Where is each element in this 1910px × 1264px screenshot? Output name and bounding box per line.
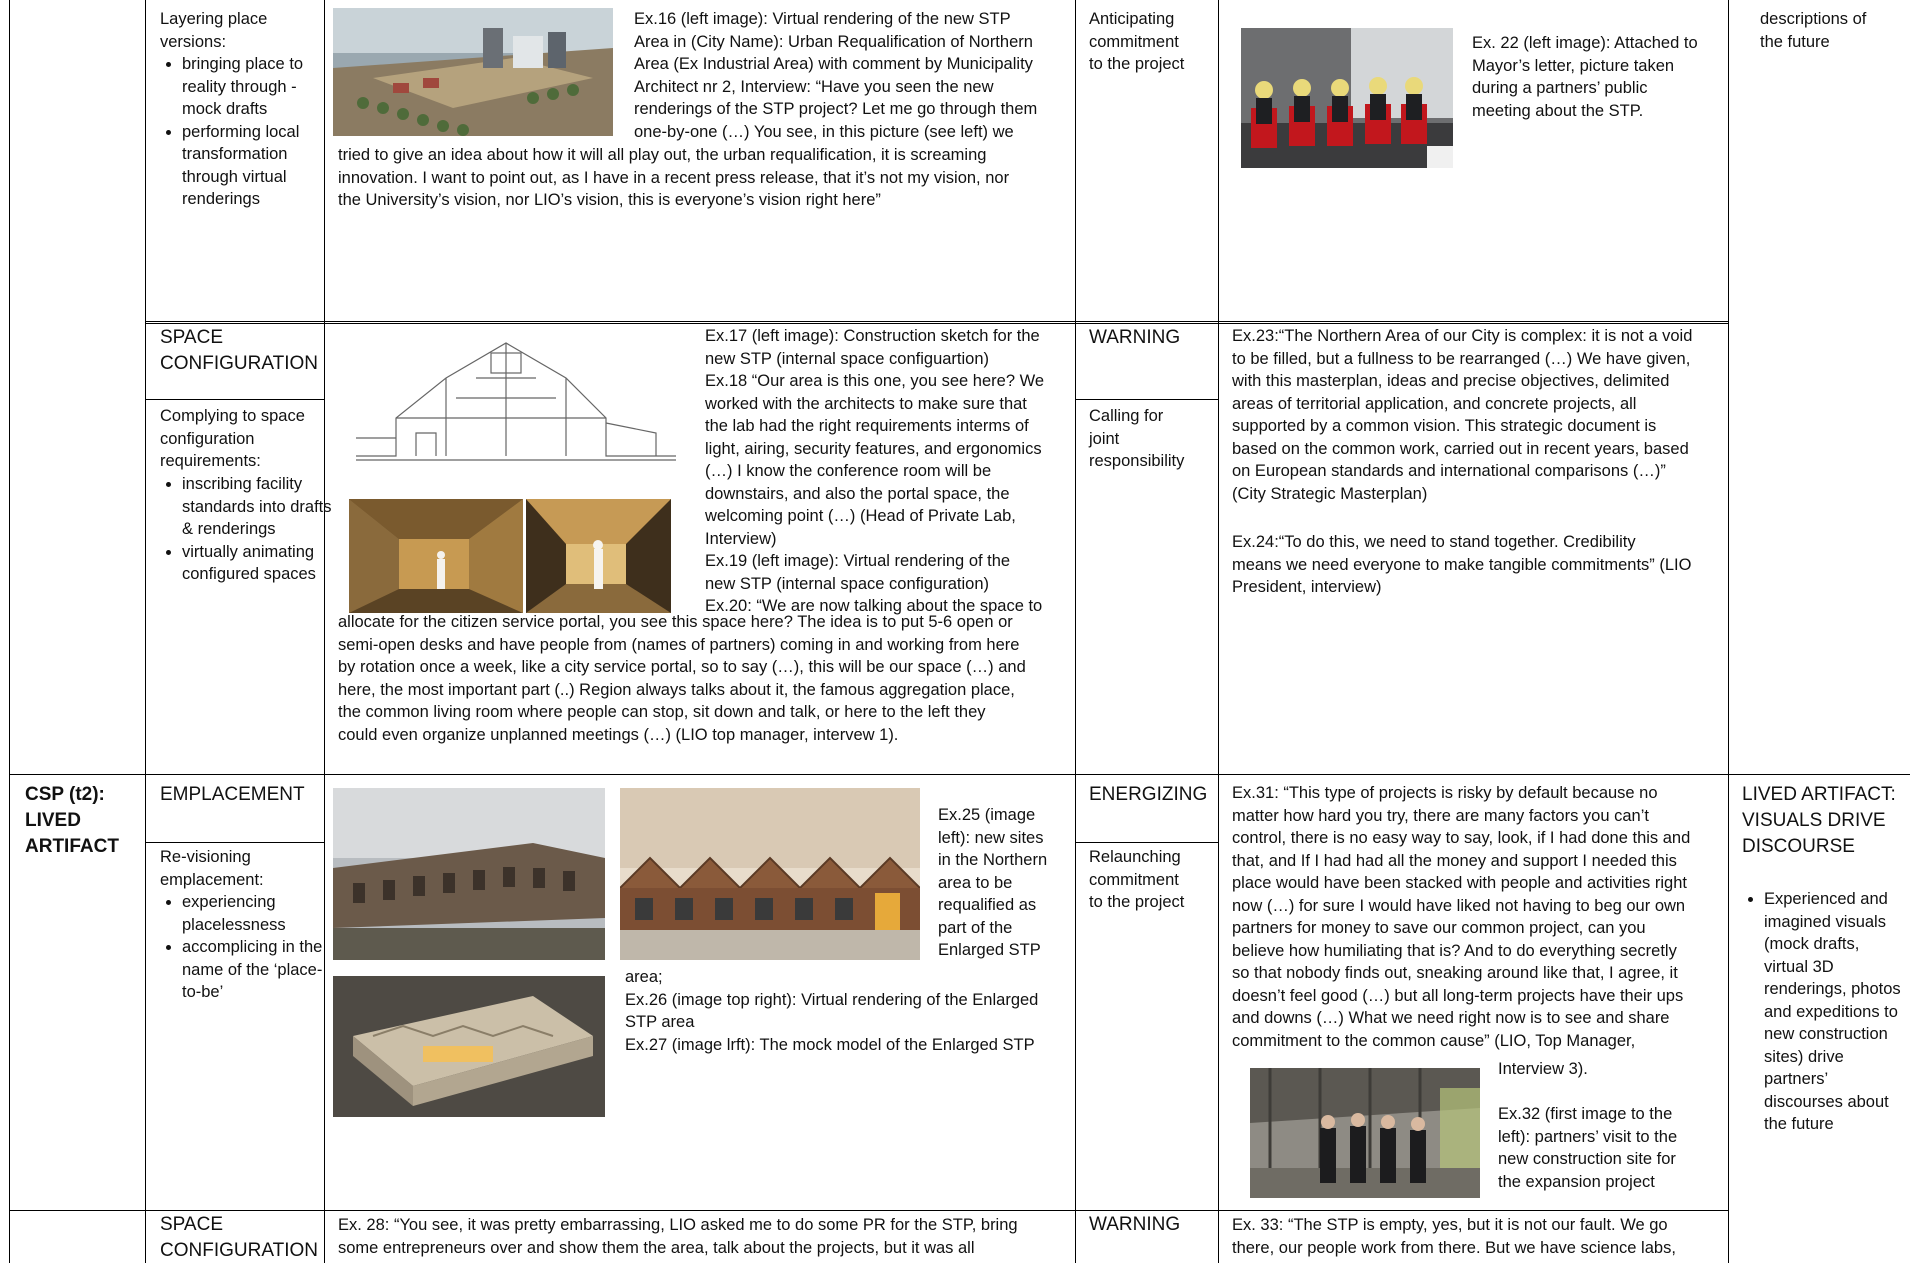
row2-space-configuration-header: SPACE CONFIGURATION (160, 327, 318, 374)
v-line-3 (1075, 0, 1076, 1263)
ex20-continuation: allocate for the citizen service portal, you see this space here? The idea is to put 5-6 open or semi-open desks and have people from (names of partners) coming in and working from here by rotation once a week, like a city service portal, so to say (…), this will be our space (…) and here, the most important part (..) Region always talks about it, the famous aggregation place, the common living room where people can stop, sit down and talk, or here to the left they could even organize unplanned meetings (…) (LIO top manager, intervew 1). (338, 613, 1026, 744)
internal-rendering-image-2 (526, 499, 671, 613)
ex32-caption: Ex.32 (first image to the left): partners’ visit to the new construction site for the expansion project (1498, 1105, 1678, 1191)
enlarged-stp-rendering-image (620, 788, 920, 960)
row1-col2-bullets (160, 53, 332, 211)
row2-warning-header: WARNING (1089, 327, 1181, 348)
row3-energizing-header: ENERGIZING (1089, 784, 1208, 805)
ex25-27-continuation: area; Ex.26 (image top right): Virtual rendering of the Enlarged STP area Ex.27 (image lrft): The mock model of the Enlarged STP (625, 968, 1039, 1054)
row3-col4-sub: Relaunching commitment to the project (1089, 848, 1185, 911)
v-line-4 (1218, 0, 1219, 1263)
ex17-20-text: Ex.17 (left image): Construction sketch for the new STP (internal space configuartion) Ex.18 “Our area is this one, you see here? We worked with the architects to make sure that the lab had the right requirements interms of light, airing, security features, and ergonomics (…) I know the conference room will be downstairs, and also the portal space, the welcoming point (…) (Head of Private Lab, Interview) Ex.19 (left image): Virtual rendering of the new STP (internal space configuration) Ex.20: “We are now talking about the space to (705, 327, 1045, 615)
bullet-item: • experiencing placelessness (182, 891, 332, 936)
ex23-text: Ex.23:“The Northern Area of our City is complex: it is not a void to be filled, but a fullness to be rearranged (…) We have given, with this masterplan, ideas and precise objectives, delimited areas of territorial application, and concrete projects, all supported by a common vision. This strategic document is based on the common work, carried out in recent years, based on European standards and international comparisons (…)” (City Strategic Masterplan) (1232, 327, 1693, 503)
row2-col2-bullets (160, 473, 332, 586)
ex31-end: Interview 3). (1498, 1060, 1588, 1078)
bullet-item: • Experienced and imagined visuals (mock drafts, virtual 3D renderings, photos and expeditions to new construction sites) drive partners’ discourses about the future (1764, 888, 1904, 1136)
row3-col2-heading: Re-visioning emplacement: (160, 848, 264, 889)
ex22-caption: Ex. 22 (left image): Attached to Mayor’s letter, picture taken during a partners’ public meeting about the STP. (1472, 34, 1698, 120)
bullet-item: • inscribing facility standards into drafts & renderings (182, 473, 332, 541)
bullet-item: • performing local transformation through virtual renderings (182, 121, 332, 211)
row2-col2-heading: Complying to space configuration requirements: (160, 407, 305, 470)
northern-area-sites-photo (333, 788, 605, 960)
h-line-row2-sub-a (145, 399, 324, 400)
v-line-0 (9, 0, 10, 1263)
h-line-row3-sub-b (1075, 842, 1218, 843)
row3-col6-header: LIVED ARTIFACT: VISUALS DRIVE DISCOURSE (1742, 784, 1896, 857)
bullet-item: • virtually animating configured spaces (182, 541, 332, 586)
partners-site-visit-photo (1250, 1068, 1480, 1198)
csp-t2-lived-artifact-label: CSP (t2): LIVED ARTIFACT (25, 784, 119, 857)
row3-emplacement-header: EMPLACEMENT (160, 784, 305, 805)
h-line-row3-sub-a (145, 842, 324, 843)
row1-col2-heading: Layering place versions: (160, 10, 268, 51)
h-line-row3-top (9, 774, 1910, 775)
h-line-row1-bottom (145, 321, 1728, 322)
ex28-text: Ex. 28: “You see, it was pretty embarrassing, LIO asked me to do some PR for the STP, bring some entrepreneurs over and show them the area, talk about the projects, but it was all (338, 1216, 1018, 1257)
v-line-5 (1728, 0, 1729, 1263)
v-line-1 (145, 0, 146, 1263)
stp-area-rendering-image (333, 8, 613, 136)
h-line-row4-top (9, 1210, 1728, 1211)
row4-space-configuration-header: SPACE CONFIGURATION (160, 1214, 318, 1261)
bullet-item: • bringing place to reality through -mock drafts (182, 53, 332, 121)
row1-col4-label: Anticipating commitment to the project (1089, 10, 1185, 73)
row3-col6-bullets (1742, 888, 1904, 1136)
row2-col4-sub: Calling for joint responsibility (1089, 407, 1185, 470)
row4-warning-header: WARNING (1089, 1214, 1181, 1235)
ex24-text: Ex.24:“To do this, we need to stand together. Credibility means we need everyone to make tangible commitments” (LIO President, interview) (1232, 533, 1692, 596)
internal-rendering-image-1 (349, 499, 523, 613)
bullet-item: • accomplicing in the name of the ‘place-to-be’ (182, 936, 332, 1004)
row3-col2-bullets (160, 891, 332, 1004)
ex31-text: Ex.31: “This type of projects is risky by default because no matter how hard you try, there are many factors you can’t control, there is no easy way to say, look, if I had done this and that, and If I had had all the money and support I needed this place would have been stacked with people and activities right now (…) for sure I would have liked not having to beg our own partners for money to save our common project, can you believe how humiliating that is? And to do everything secretly so that nobody finds out, sneaking around like that, I agree, it doesn’t feel good (…) but all long-term projects have their ups and downs (…) What we need right now is to see and share commitment to the common cause” (LIO, Top Manager, (1232, 784, 1691, 1050)
ex33-text: Ex. 33: “The STP is empty, yes, but it is not our fault. We go there, our people work from there. But we have science labs, (1232, 1216, 1676, 1257)
ex16-continuation: tried to give an idea about how it will all play out, the urban requalification, it is screaming innovation. I want to point out, as I have in a recent press release, that it’s not my vision, nor the University’s vision, nor LIO’s vision, this is everyone’s vision right here” (338, 146, 1010, 209)
row1-col6-text: descriptions of the future (1760, 10, 1867, 51)
partners-meeting-photo (1241, 28, 1453, 168)
construction-sketch-image (356, 338, 676, 466)
ex16-caption: Ex.16 (left image): Virtual rendering of the new STP Area in (City Name): Urban Requalification of Northern Area (Ex Industrial Area) with comment by Municipality Architect nr 2, Interview: “Have you seen the new renderings of the STP project? Let me go through them one-by-one (…) You see, in this picture (see left) we (634, 10, 1038, 141)
ex25-text: Ex.25 (image left): new sites in the Northern area to be requalified as part of the Enlarged STP (938, 806, 1048, 959)
h-line-row2-sub-b (1075, 399, 1218, 400)
h-line-row2-top (145, 323, 1728, 324)
enlarged-stp-mock-model-photo (333, 976, 605, 1117)
